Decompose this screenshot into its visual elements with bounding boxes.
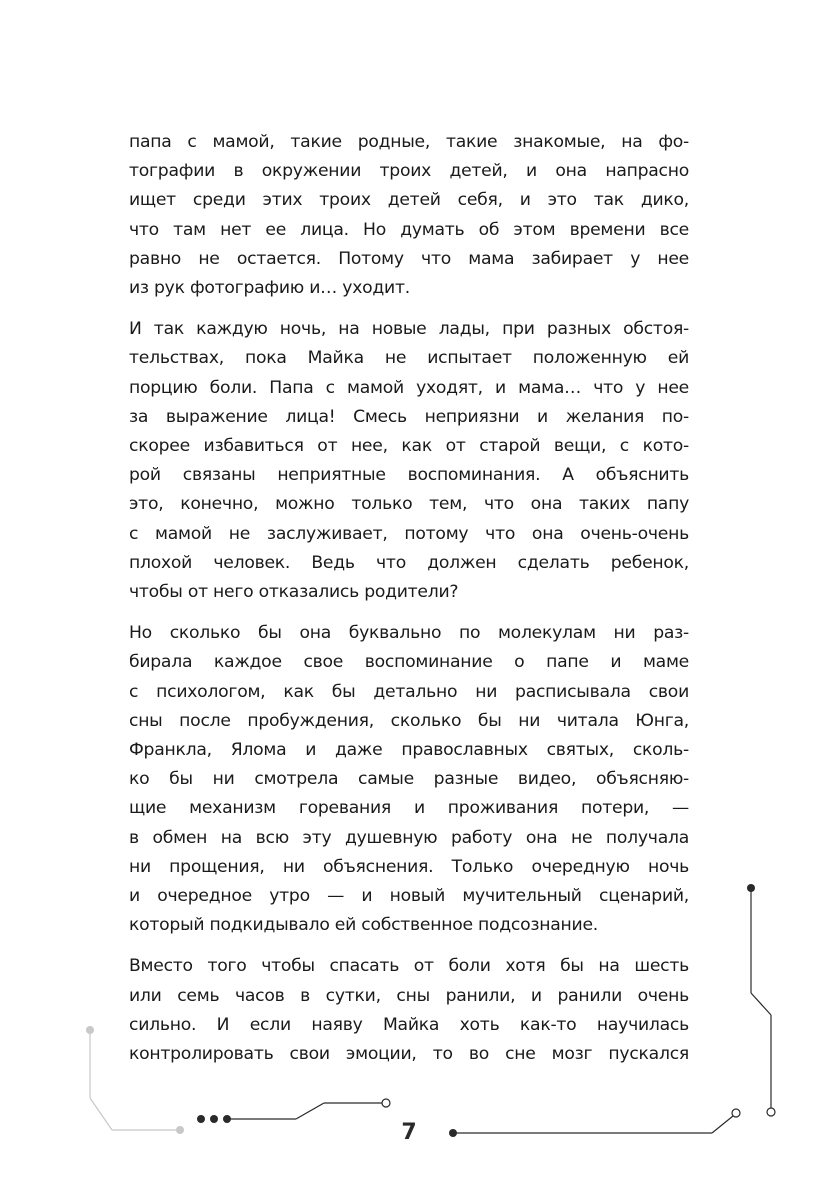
- text-line: щие механизм горевания и проживания потери, —: [129, 798, 689, 819]
- right-vertical-circuit-line: [751, 888, 771, 1108]
- text-line: бирала каждое свое воспоминание о папе и маме: [129, 652, 689, 673]
- text-line: чтобы от него отказались родители?: [129, 582, 459, 603]
- text-line: тографии в окружении троих детей, и она напрасно: [129, 161, 689, 182]
- text-line: равно не остается. Потому что мама забирает у нее: [129, 248, 689, 269]
- text-line: контролировать свои эмоции, то во сне мозг пускался: [129, 1044, 689, 1065]
- right-bottom-circuit-line: [453, 1116, 733, 1133]
- left-circuit-line: [90, 1030, 178, 1130]
- left-circuit-dot-end: [176, 1126, 184, 1134]
- text-line: сны после пробуждения, сколько бы ни читала Юнга,: [129, 710, 689, 731]
- text-line: ищет среди этих троих детей себя, и это так дико,: [129, 190, 689, 211]
- text-line: Вместо того чтобы спасать от боли хотя бы на шесть: [129, 956, 689, 977]
- text-line: Но сколько бы она буквально по молекулам ни раз-: [129, 623, 689, 644]
- text-line: Франкла, Ялома и даже православных святых, сколь-: [129, 740, 689, 761]
- text-line: в обмен на всю эту душевную работу она не получала: [129, 827, 689, 848]
- text-line: тельствах, пока Майка не испытает положенную ей: [129, 348, 689, 369]
- text-line: рой связаны неприятные воспоминания. А объяснить: [129, 465, 689, 486]
- page-number: 7: [401, 1120, 417, 1145]
- text-line: плохой человек. Ведь что должен сделать ребенок,: [129, 552, 689, 573]
- text-line: порцию боли. Папа с мамой уходят, и мама… что у нее: [129, 377, 689, 398]
- text-line: ко бы ни смотрела самые разные видео, объясняю-: [129, 769, 689, 790]
- right-bottom-circuit-node: [732, 1109, 740, 1117]
- text-line: с психологом, как бы детально ни расписывала свои: [129, 681, 689, 702]
- text-line: за выражение лица! Смесь неприязни и желания по-: [129, 406, 689, 427]
- right-circuit-node-bottom: [767, 1108, 775, 1116]
- ellipsis-dot-2: [210, 1115, 218, 1123]
- text-line: ни прощения, ни объяснения. Только очередную ночь: [129, 856, 689, 877]
- text-line: что там нет ее лица. Но думать об этом времени все: [129, 219, 689, 240]
- text-line: и очередное утро — и новый мучительный сценарий,: [129, 886, 689, 907]
- ellipsis-dot-1: [197, 1115, 205, 1123]
- text-line: который подкидывало ей собственное подсознание.: [129, 915, 598, 936]
- text-line: из рук фотографию и… уходит.: [129, 278, 410, 299]
- left-bottom-circuit-node: [382, 1099, 390, 1107]
- left-bottom-circuit-line: [227, 1103, 382, 1119]
- text-line: И так каждую ночь, на новые лады, при разных обстоя-: [129, 319, 689, 340]
- text-line: это, конечно, можно только тем, что она таких папу: [129, 494, 689, 515]
- text-line: или семь часов в сутки, сны ранили, и ранили очень: [129, 985, 689, 1006]
- text-line: скорее избавиться от нее, как от старой вещи, с кото-: [129, 436, 689, 457]
- left-circuit-dot-top: [86, 1026, 94, 1034]
- text-line: папа с мамой, такие родные, такие знакомые, на фо-: [129, 132, 689, 152]
- text-line: с мамой не заслуживает, потому что она очень-очень: [129, 523, 689, 544]
- text-line: сильно. И если наяву Майка хоть как-то научилась: [129, 1014, 689, 1035]
